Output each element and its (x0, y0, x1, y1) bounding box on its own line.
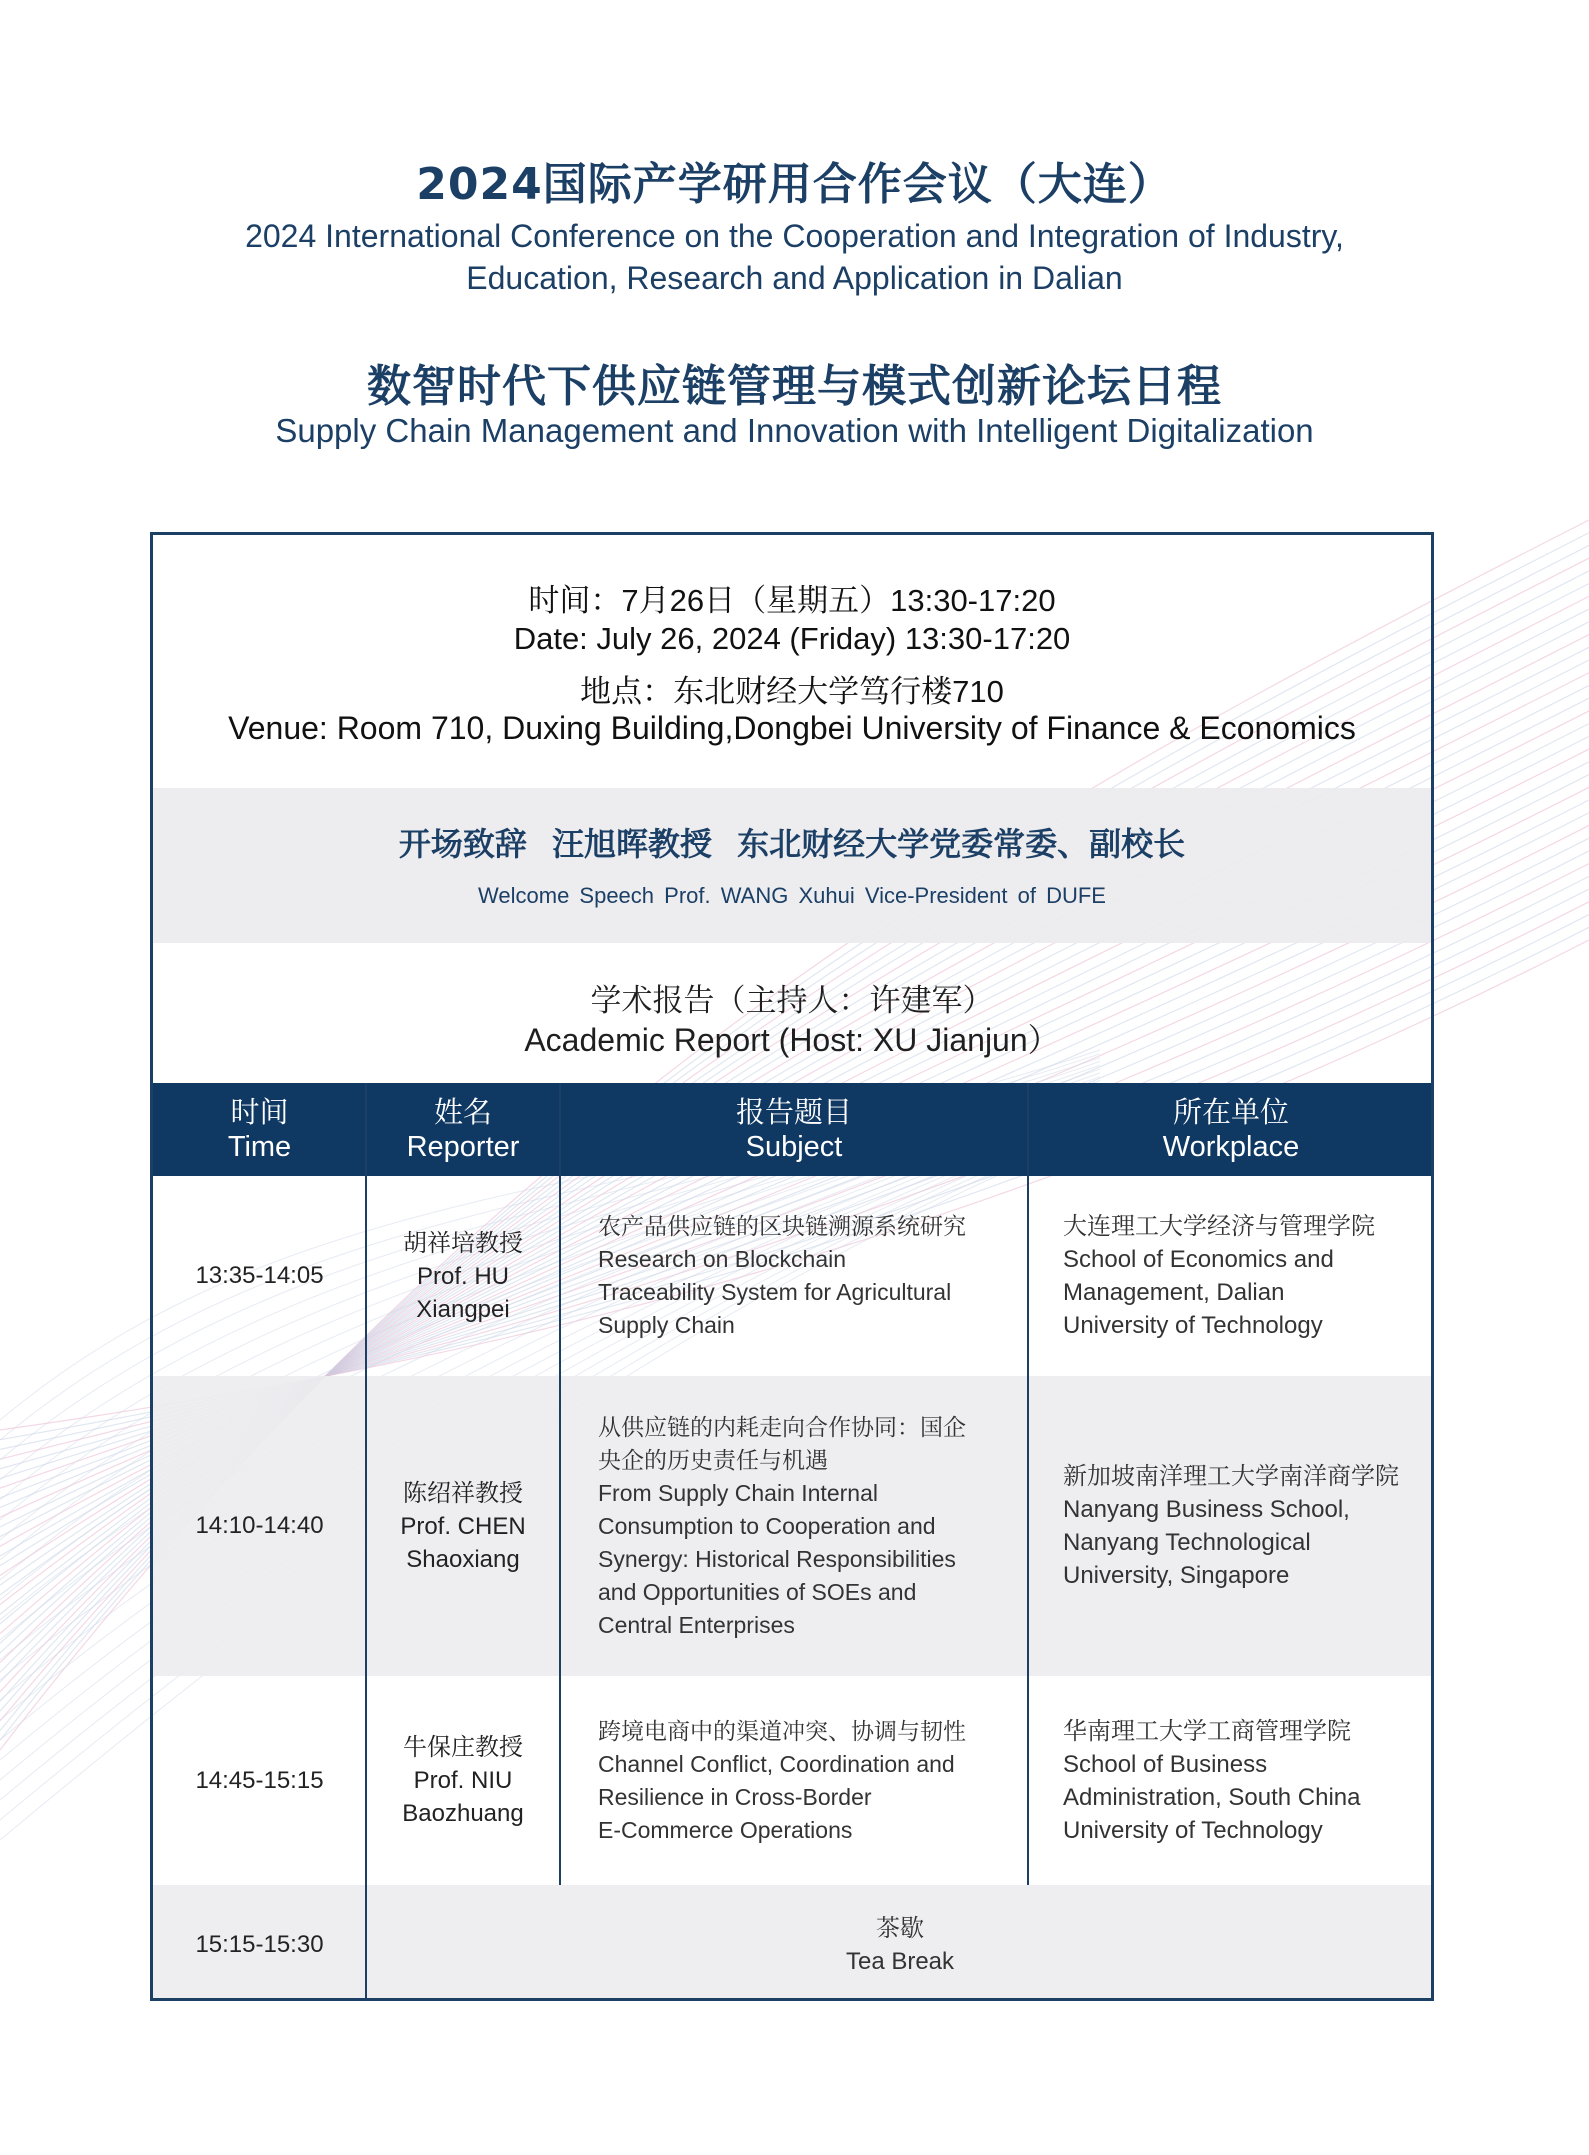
reporter-name-en-2: Baozhuang (402, 1800, 524, 1827)
reporter-name-en-2: Xiangpei (416, 1295, 510, 1323)
date-en: Date: July 26, 2024 (Friday) 13:30-17:20 (513, 621, 1071, 656)
header-subject-en: Subject (745, 1130, 843, 1163)
header-subject (560, 1083, 1028, 1176)
header-workplace-en: Workplace (1162, 1130, 1300, 1163)
subject-line: From Supply Chain Internal (598, 1479, 878, 1506)
tea-break-row (153, 1885, 1431, 2001)
reporter-name-cn: 牛保庄教授 (403, 1734, 523, 1761)
conference-title-en (0, 215, 1589, 299)
break-time: 15:15-15:30 (195, 1930, 324, 1958)
subject-line: Consumption to Cooperation and (598, 1512, 936, 1539)
row-subject (560, 1176, 1028, 1376)
welcome-speech-en: Welcome Speech Prof. WANG Xuhui Vice-President of DUFE (478, 883, 1106, 908)
event-info (153, 535, 1431, 788)
row-reporter (366, 1176, 560, 1376)
workplace-line: Management, Dalian (1063, 1279, 1285, 1306)
venue-en: Venue: Room 710, Duxing Building,Dongbei University of Finance & Economics (228, 710, 1356, 746)
reporter-name-en-2: Shaoxiang (406, 1545, 520, 1573)
row-subject (560, 1676, 1028, 1885)
table-row (153, 1176, 1431, 1376)
subject-line: Resilience in Cross-Border (598, 1783, 872, 1810)
reporter-name-cn: 胡祥培教授 (403, 1229, 523, 1257)
header-workplace (1028, 1083, 1434, 1176)
schedule-table-header (153, 1083, 1431, 1176)
header-subject-cn: 报告题目 (735, 1096, 852, 1129)
row-reporter (366, 1376, 560, 1676)
header-workplace-cn: 所在单位 (1172, 1096, 1289, 1129)
row-subject (560, 1376, 1028, 1676)
header-time-en: Time (227, 1130, 292, 1163)
reporter-name-en-1: Prof. CHEN (400, 1512, 526, 1540)
subject-line: and Opportunities of SOEs and (598, 1578, 917, 1605)
table-row (153, 1676, 1431, 1885)
header-reporter-en: Reporter (406, 1130, 520, 1163)
workplace-line: University of Technology (1063, 1312, 1323, 1339)
header-reporter (366, 1083, 560, 1176)
row-workplace (1028, 1176, 1434, 1376)
subject-line: 从供应链的内耗走向合作协同：国企 (598, 1413, 966, 1440)
subject-line: Central Enterprises (598, 1611, 795, 1638)
forum-title-en: Supply Chain Management and Innovation with Intelligent Digitalization (275, 412, 1314, 449)
reporter-name-cn: 陈绍祥教授 (403, 1479, 523, 1507)
subject-line: Traceability System for Agricultural (598, 1279, 952, 1305)
workplace-line: School of Business (1063, 1750, 1268, 1778)
workplace-line: University, Singapore (1063, 1562, 1290, 1589)
academic-report-cn: 学术报告（主持人：许建军） (590, 983, 994, 1019)
subject-line: 跨境电商中的渠道冲突、协调与韧性 (598, 1717, 966, 1744)
column-divider (365, 1083, 367, 2001)
row-workplace (1028, 1376, 1434, 1676)
subject-line: Research on Blockchain (598, 1246, 847, 1272)
reporter-name-en-1: Prof. NIU (413, 1767, 513, 1794)
conference-title-en-line1: 2024 International Conference on the Cooperation and Integration of Industry, (245, 218, 1344, 254)
row-reporter (366, 1676, 560, 1885)
subject-line: 央企的历史责任与机遇 (598, 1446, 828, 1473)
break-label (366, 1885, 1434, 2001)
subject-line: E-Commerce Operations (598, 1816, 853, 1843)
conference-title-cn: 2024国际产学研用合作会议（大连） (416, 159, 1173, 210)
table-row (153, 1376, 1431, 1676)
header-time (153, 1083, 366, 1176)
time-cn: 时间：7月26日（星期五）13:30-17:20 (528, 583, 1056, 618)
row-time: 14:10-14:40 (195, 1512, 324, 1539)
row-time: 14:45-15:15 (195, 1766, 324, 1794)
subject-line: 农产品供应链的区块链溯源系统研究 (598, 1213, 966, 1239)
subject-line: Supply Chain (598, 1312, 735, 1338)
welcome-speech-cn: 开场致辞 汪旭晖教授 东北财经大学党委常委、副校长 (398, 825, 1186, 863)
subject-line: Synergy: Historical Responsibilities (598, 1545, 956, 1572)
workplace-line: 华南理工大学工商管理学院 (1063, 1717, 1351, 1745)
workplace-line: Administration, South China (1063, 1783, 1361, 1811)
workplace-line: Nanyang Technological (1063, 1529, 1311, 1556)
workplace-line: 大连理工大学经济与管理学院 (1063, 1213, 1375, 1240)
venue-cn: 地点：东北财经大学笃行楼710 (580, 674, 1004, 709)
header-reporter-cn: 姓名 (433, 1096, 492, 1129)
reporter-name-en-1: Prof. HU (416, 1262, 509, 1290)
conference-title-en-line2: Education, Research and Application in Dalian (466, 260, 1123, 296)
header-time-cn: 时间 (230, 1096, 289, 1129)
schedule-frame (150, 532, 1434, 2001)
workplace-line: School of Economics and (1063, 1246, 1334, 1273)
row-time: 13:35-14:05 (195, 1262, 324, 1289)
workplace-line: 新加坡南洋理工大学南洋商学院 (1063, 1463, 1399, 1490)
column-divider (1027, 1083, 1029, 1885)
academic-report-en: Academic Report (Host: XU Jianjun） (524, 1022, 1060, 1058)
subject-line: Channel Conflict, Coordination and (598, 1750, 955, 1777)
workplace-line: University of Technology (1063, 1816, 1323, 1844)
workplace-line: Nanyang Business School, (1063, 1496, 1350, 1523)
column-divider (559, 1083, 561, 1885)
break-label-cn: 茶歇 (876, 1914, 924, 1942)
forum-title-cn: 数智时代下供应链管理与模式创新论坛日程 (367, 361, 1222, 412)
welcome-speech-section (153, 788, 1431, 943)
row-workplace (1028, 1676, 1434, 1885)
break-label-en: Tea Break (845, 1947, 955, 1975)
